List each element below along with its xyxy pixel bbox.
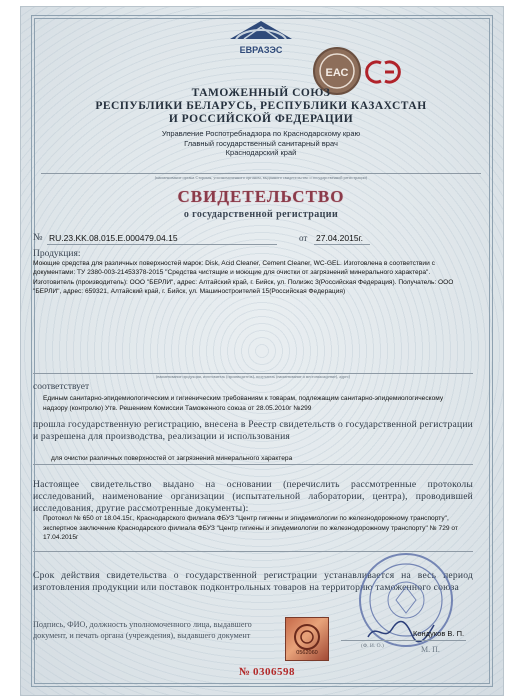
certificate-sheet — [20, 6, 504, 696]
number-label: № — [33, 232, 43, 243]
usage-value: для очистки различных поверхностей от загрязнений минерального характера — [51, 455, 293, 462]
conformity-label: соответствует — [33, 382, 90, 392]
product-caption: (наименование продукции, изготовитель (производитель), получатель (наименование и местонахождение), адрес) — [155, 374, 351, 379]
validity-statement: Срок действия свидетельства о государственной регистрации устанавливается на весь период изготовления продукции или поставок подконтрольных товаров на территорию таможенного союза — [33, 570, 473, 593]
fio-caption: (Ф. И. О.) — [361, 643, 384, 649]
certificate-title: СВИДЕТЕЛЬСТВО — [177, 187, 345, 206]
serial-number: 0306598 — [253, 666, 295, 678]
authority-name: Управление Роспотребнадзора по Краснодарскому краю — [161, 129, 361, 138]
basis-statement: Настоящее свидетельство выдано на основании (перечислить рассмотренные протоколы исследований, наименование организации (испытательной лаборатории, центра), проводившей исследования, другие рассмотренные документы): — [33, 479, 473, 514]
certificate-number: RU.23.KK.08.015.E.000479.04.15 — [49, 233, 178, 243]
authority-region: Краснодарский край — [225, 148, 297, 157]
union-title: ТАМОЖЕННЫЙ СОЮЗ — [191, 87, 331, 99]
signature-underline — [341, 640, 466, 641]
eurasec-emblem — [224, 19, 298, 81]
authority-position: Главный государственный санитарный врач — [184, 138, 338, 148]
union-federation: И РОССИЙСКОЙ ФЕДЕРАЦИИ — [168, 113, 354, 125]
signature-caption: Подпись, ФИО, должность уполномоченного лица, выдавшего документ, и печать органа (учреждения), выдавшего документ — [33, 620, 252, 640]
authority-underline — [41, 173, 481, 174]
eac-seal-text: ЕАС — [325, 67, 349, 79]
number-underline — [47, 244, 277, 245]
basis-value: Протокол № 650 от 18.04.15г., Краснодарского филиала ФБУЗ "Центр гигиены и эпидемиологии по железнодорожному транспорту", экспертное заключение Краснодарского филиала ФБУЗ "Центр гигиены и эпидемиологии по железнодорожному транспорту" № 729 от 17.04.2015г — [43, 515, 458, 541]
product-label: Продукция: — [33, 249, 81, 259]
certificate-date: 27.04.2015г. — [316, 233, 363, 243]
certificate-subtitle: о государственной регистрации — [183, 209, 339, 220]
authority-caption: (наименование органа Стороны, уполномоченного органом, выданного свидетельство о государственной регистрации) — [154, 175, 368, 180]
hologram-sticker — [285, 617, 329, 661]
conformity-text: Единым санитарно-эпидемиологическим и гигиеническим требованиям к товарам, подлежащим санитарно-эпидемиологическому надзору (контролю) Утв. Решением Комиссии Таможенного союза от 28.05.2010г №299 — [43, 395, 444, 412]
se-mark — [363, 59, 403, 85]
se-mark-icon — [363, 59, 403, 85]
product-text: Моющие средства для различных поверхностей марок: Disk, Acid Cleaner, Cement Cleaner, WC-GEL. Изготовлена в соответствии с документами: ТУ 2380-003-21453378-2015 "Средства чистящие и моющие для очистки от загрязнений минерального характера". Изготовитель (производитель): ООО "БЕРЛИ", адрес: Алтайский край, г. Бийск, ул. Полиэкс 3(Российская Федерация). Получатель: ООО "БЕРЛИ", адрес: 659321, Алтайский край, г. Бийск, ул. Машиностроителей 15(Российская Федерация) — [33, 260, 454, 296]
date-label: от — [299, 233, 308, 243]
signer-name: Кондуков В. П. — [413, 629, 465, 638]
mp-label: М. П. — [421, 645, 440, 654]
usage-underline — [33, 464, 473, 465]
hologram-number: 0562060 — [296, 650, 318, 656]
registration-statement: прошла государственную регистрацию, внесена в Реестр свидетельств о государственной регистрации и разрешена для производства, реализации и использования — [33, 419, 473, 442]
emblem-label: ЕВРАЗЭС — [239, 45, 283, 55]
union-republics: РЕСПУБЛИКИ БЕЛАРУСЬ, РЕСПУБЛИКИ КАЗАХСТАН — [95, 100, 427, 112]
date-underline — [314, 244, 370, 245]
basis-underline — [33, 551, 473, 552]
serial-label: № — [239, 666, 251, 678]
